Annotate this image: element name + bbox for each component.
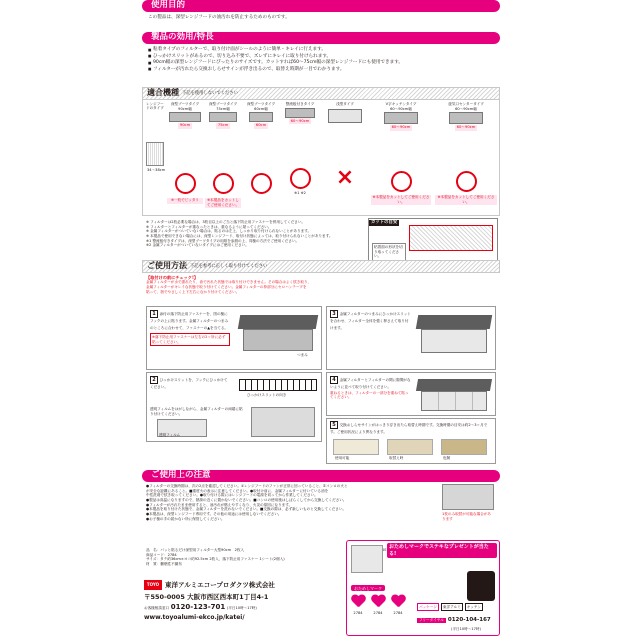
caution-heading [142, 470, 500, 482]
step-hint: ひっかけスリットの向き [247, 393, 287, 397]
purpose-text: この製品は、深型レンジフードの油汚れを防止するためのものです。 [148, 15, 290, 20]
step-note: ※落下防止用ファスナーは左右の2ヶ所に必ず貼ってください。 [150, 333, 230, 346]
ok-mark [456, 171, 477, 192]
hood-illustration [249, 112, 273, 122]
size-tag: 75cm [217, 123, 229, 128]
phone-icon [467, 571, 495, 601]
free-dial-hours: (平日10時〜17時) [451, 627, 481, 631]
sign-label: 取替え時 [389, 456, 404, 460]
caution-line: ●製品は高温になりますので、熱源の近くに置かないでください。■コンロの使用後はしばらくしてから交換してください。 [146, 498, 347, 503]
size-tag: 60cm [255, 123, 267, 128]
type-name: 深型ブーツタイプ [208, 102, 238, 106]
heart-icon [371, 595, 385, 608]
step-number: 1 [150, 310, 158, 318]
check-line: 金属フィルターがキレイな状態で取り付けてください。金属フィルターの枠部分にセロハンテープを [146, 285, 307, 290]
partner-logo: キッチン [465, 603, 483, 611]
applicable-heading [142, 87, 500, 100]
cut-guide-heading: カットの目安 [371, 220, 398, 225]
type-name: 深型ブーツタイプ [170, 102, 200, 106]
step-5 [326, 418, 496, 464]
filter-illustration [251, 407, 315, 437]
type-column [205, 102, 241, 208]
step-text: 金属フィルターとフィルターの間に隙間がないように並べて取り付けてください。 [330, 378, 411, 389]
ok-mark [213, 173, 234, 194]
features-section [142, 32, 500, 74]
type-name: 浅型タイプ [336, 102, 354, 106]
howto-heading-note: 下記を参考に正しく取り付けてください [190, 263, 268, 269]
purpose-section [142, 0, 500, 21]
filter-illustration [421, 329, 487, 353]
check-title: 【取付けの前にチェック!】 [146, 275, 199, 280]
filter-illustration [243, 329, 313, 351]
size-tag: 90cm [179, 123, 191, 128]
note-line: ※1 整流板付きタイプは、深型ブーツタイプの用紙を参照の上、同様の方法でご使用ください。 [146, 238, 300, 243]
applicable-heading-note: 下記を使用しないでください [182, 90, 238, 96]
type-width: 60〜90cm幅 [455, 106, 477, 111]
type-name: 整流板付きタイプ [285, 102, 315, 106]
step-2 [146, 372, 322, 442]
step-number: 5 [330, 421, 338, 429]
caution-heading-text: ご使用上の注意 [151, 470, 211, 481]
hood-type-label: レンジフードのタイプ [146, 102, 164, 111]
type-note: ※本製品をカットしてご使用ください。 [435, 195, 497, 205]
feature-item: ■ フィルターが汚れたら交換おしらせサインが浮き出るので、取替え時期が一目でわかります。 [148, 67, 494, 74]
step-hint: つまみ [297, 353, 308, 357]
type-width: 90cm幅 [178, 106, 192, 111]
product-code-label: 商品コード [146, 552, 164, 557]
caution-line: ●お子様の手の届かない所に保管してください。 [146, 516, 225, 521]
check-box [142, 273, 500, 296]
type-note: ※一枚でピッタリ [167, 198, 203, 204]
ok-mark [391, 171, 412, 192]
type-name: V字キッチンタイプ [385, 102, 417, 106]
size-tag: 60〜90cm [456, 125, 476, 130]
free-dial-number: 0120-104-167 [447, 617, 491, 623]
point-code: 2784 [373, 610, 383, 615]
type-column [323, 102, 367, 189]
partner-logo: パッケージ [417, 603, 439, 611]
caution-line: が安全な距離にあること。■重度火の表示に注意してください。●取付け前に、金属フィルターに付いている油を [146, 488, 329, 493]
hood-illustration [328, 109, 362, 123]
note-line: ※ 本製品で使用できない場合には、深型レンジフード、取付け状態によっては、取り付けられないことがあります。 [146, 234, 333, 239]
type-column [167, 102, 203, 204]
hood-illustration [416, 315, 492, 329]
notes-list [146, 220, 364, 248]
point-hearts [351, 595, 405, 615]
tel-hours: (平日10時〜17時) [226, 606, 257, 611]
purpose-heading [142, 0, 500, 12]
caution-line: ●本製品を取り付けた状態で、金属フィルターを洗わないでください。■交換の際は、必ず新しいものと交換してください。 [146, 507, 347, 512]
point-code: 2784 [393, 610, 403, 615]
filter-illustration [421, 391, 487, 411]
tel-number: 0120-123-701 [170, 603, 226, 612]
hood-illustration [449, 112, 483, 124]
company-block [144, 580, 344, 621]
step-number: 4 [330, 376, 338, 384]
type-column [281, 102, 319, 196]
ok-mark [290, 168, 311, 189]
sign-sample-2 [387, 439, 433, 455]
applicable-heading-text: 適合機種 [147, 88, 179, 98]
cut-guide-diagram [409, 225, 493, 251]
product-size: タテ約36cm×ヨコ約92.5cm 2枚入、落下防止用ファスナー 1シート(2個入) [160, 557, 285, 562]
hood-size-label: 34〜38cm [147, 168, 166, 172]
campaign-image [351, 545, 383, 573]
ng-mark: × [335, 164, 355, 190]
hood-diagram [146, 142, 164, 166]
features-list [142, 44, 500, 74]
caution-body [142, 482, 500, 546]
product-name-label: 品 名 [146, 548, 157, 552]
check-line: 貼って、指でやさしく上下左右になかり付けてください。 [146, 289, 240, 294]
product-size-label: サイズ [146, 557, 157, 562]
size-tag: 60〜90cm [290, 118, 310, 123]
product-info: 品 名：パッと貼るだけ深型用フィルター大型90cm 2枚入 商品コード：2784 サイズ：タテ約36cm×ヨコ約92.5cm 2枚入、落下防止用ファスナー 1シート(2個入) 材 質：難燃性不織布 [146, 548, 285, 567]
caution-line: ●本製品は、深型レンジフード専用です。その他の用途には使用しないでください。 [146, 512, 282, 517]
caution-illustration [442, 484, 494, 510]
company-address: 〒550-0005 大阪市西区西本町1丁目4-1 [144, 593, 269, 601]
type-name: 旋気口センタータイプ [448, 102, 484, 106]
sign-label: 危険 [443, 456, 451, 460]
note-line: ※ 金属フィルターがついていない場合は、貼るのは左上、しっかり取り付けられないことがあります。 [146, 229, 312, 234]
package-back [140, 0, 502, 640]
free-dial-label: フリーダイヤル [419, 618, 444, 623]
cut-guide-label: 粘着面の形状を切り取ってください。 [372, 243, 406, 261]
caution-line: 中性洗剤で拭き取ってください。●取り付ける際にはレンジフードの電源を切ってから作業してください。 [146, 493, 318, 498]
type-note: ※本製品をカットしてご使用ください。 [372, 195, 430, 205]
applicable-section [142, 87, 500, 272]
type-name: 深型ブーツタイプ [246, 102, 276, 106]
step-number: 3 [330, 310, 338, 318]
free-dial [417, 617, 491, 624]
campaign-box [346, 540, 500, 636]
caution-line: ●フィルターが汚れたまま使用すると、油汚れが燃えやすくなり、火災の原因になります。 [146, 502, 293, 507]
sign-label: 使用可能 [335, 456, 350, 460]
type-note: ※1 ※2 [294, 191, 306, 196]
step-text: ひっかけスリットを、フックにひっかけてください。 [150, 378, 228, 389]
sign-sample-3 [441, 439, 487, 455]
company-url: www.toyoalumi-ekco.jp/katei/ [144, 613, 245, 621]
step-text: 交換おしらせサインがはっきり浮き出たら取替え時期です。交換時期の目安は約2〜3ヶ月です。ご使用状況により異なります。 [330, 423, 488, 434]
slit-illustration [239, 379, 317, 391]
campaign-title: おためしマークでステキなプレゼントが当たる! [387, 543, 497, 558]
heart-icon [391, 595, 405, 608]
hood-illustration [384, 112, 418, 124]
feature-item: ■ 90cm幅の深型レンジフードにぴったりのサイズです。カットすれば60〜75cm幅の深型レンジフードにも使用できます。 [148, 60, 494, 67]
partner-logos [417, 603, 483, 611]
type-column [371, 102, 431, 205]
sign-sample-1 [333, 439, 379, 455]
features-heading [142, 32, 500, 44]
type-column [435, 102, 497, 205]
product-code: 2784 [167, 552, 177, 557]
step-1 [146, 306, 322, 370]
hood-illustration [416, 379, 492, 391]
point-code: 2784 [353, 610, 363, 615]
caution-side-note: 1枚のみ取替が可能な場合があります [442, 512, 492, 521]
product-material-label: 材 質 [146, 562, 157, 567]
feature-item: ■ 粘着タイプのフィルターで、取り付け面がシールのように簡単・キレイに行えます。 [148, 47, 494, 54]
tel-label: お客様相談窓口 [144, 606, 170, 611]
campaign-mark-label: おためしマーク [351, 585, 385, 591]
note-line: ※2 金属フィルターがついていないタイプにはご使用ください。 [146, 243, 249, 248]
ok-mark [251, 173, 272, 194]
type-width: 60cm幅 [254, 106, 268, 111]
step-subtext: 透明フィルムをはがしながら、金属フィルターの両端に貼り付けてください。 [150, 407, 243, 416]
hood-illustration [238, 315, 318, 329]
howto-heading-text: ご使用方法 [147, 261, 187, 271]
purpose-heading-text: 使用目的 [151, 0, 186, 11]
features-heading-text: 製品の効用/特長 [151, 32, 214, 43]
size-tag: 60〜90cm [391, 125, 411, 130]
step-3 [326, 306, 496, 370]
film-label: 透明フィルム [159, 433, 181, 437]
type-note: ※本製品をカットしてご使用ください。 [206, 198, 240, 208]
note-line: ※ フィルターとフィルターが重なったときは、重なるように貼ってください。 [146, 224, 272, 229]
note-line: ※ フィルターは2枚必要な場合は、3枚目以上のご当と落下防止用ファスナーを併用してください。 [146, 220, 306, 224]
company-logo: TOYO [144, 580, 162, 590]
step-text: 添付の落下防止用ファスナーを、図の様にフックの上に貼ります。金属フィルターのつまみのところに合わせて、ファスナーの▲を当てる。 [150, 312, 229, 330]
type-width: 75cm幅 [216, 106, 230, 111]
caution-line: ●フィルターの交換時期は、次の2点を確認してください。①レンジフードのファンが正常に回っていること、②コンロの火と [146, 484, 348, 488]
type-width: 60〜90cm幅 [390, 106, 412, 111]
product-name: パッと貼るだけ深型用フィルター大型90cm 2枚入 [160, 548, 245, 552]
howto-heading [142, 260, 500, 273]
step-number: 2 [150, 376, 158, 384]
step-text: 金属フィルターのつまみにひっかけスリットを合わせ、フィルター全体を強く押さえて取り付けます。 [330, 312, 411, 330]
ok-mark [175, 173, 196, 194]
howto-section [142, 260, 500, 460]
step-note: 重ねるときは、フィルターの一部分を重ねて貼ってください。 [330, 390, 409, 400]
feature-item: ■ ひっかけスリットがあるので、切り込み不要で、ズレずにキレイに取り付けられます。 [148, 54, 494, 61]
hood-illustration [209, 112, 237, 122]
type-column [243, 102, 279, 194]
hood-illustration [285, 108, 315, 118]
company-name: 東洋アルミエコープロダクツ株式会社 [165, 580, 275, 589]
partner-logo: 東洋アルミ [441, 603, 463, 611]
product-material: 難燃性不織布 [160, 562, 182, 567]
applicable-table [142, 100, 500, 216]
step-4 [326, 372, 496, 416]
heart-icon [351, 595, 365, 608]
hood-illustration [169, 112, 201, 122]
check-line: 金属フィルターが水で濡れたり、油で汚れた状態では取り付けできません。その場合はよく拭き取り、 [146, 280, 312, 285]
caution-section [142, 470, 500, 546]
